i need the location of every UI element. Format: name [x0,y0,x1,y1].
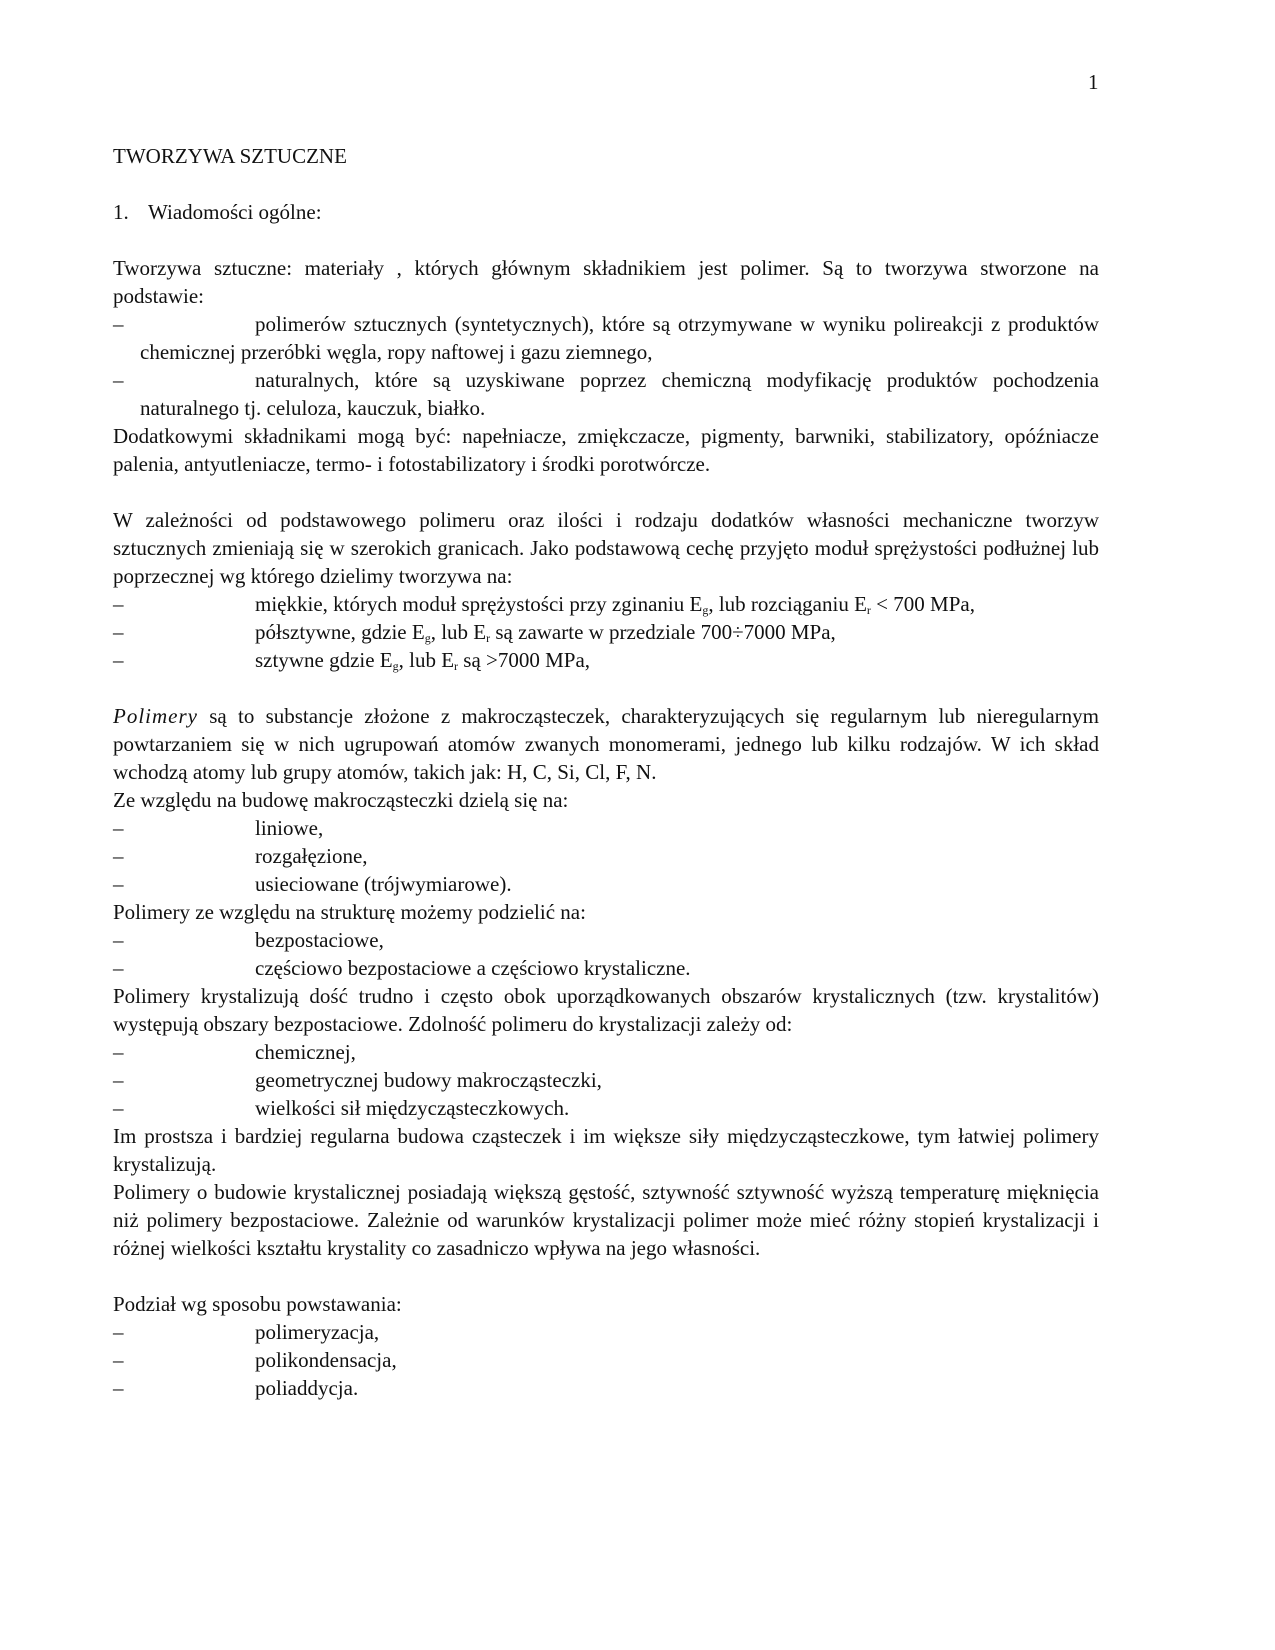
list-item [113,954,1099,982]
dash-bullet: – [113,648,124,672]
document-title: TWORZYWA SZTUCZNE [113,144,347,168]
section-number: 1. [113,200,129,224]
item-text: są >7000 MPa, [458,648,591,672]
list-item [113,814,1099,842]
item-text: miękkie, których moduł sprężystości przy zginaniu E [255,592,703,616]
additives-paragraph: Dodatkowymi składnikami mogą być: napełniacze, zmiękczacze, pigmenty, barwniki, stabilizatory, opóźniacze palenia, antyutleniacze, termo- i fotostabilizatory i środki porotwórcze. [113,424,1099,476]
list-item [113,310,1099,366]
item-text: wielkości sił międzycząsteczkowych. [255,1096,570,1120]
subscript: r [866,603,871,617]
list-item [113,618,1099,646]
dash-bullet: – [113,872,124,896]
modulus-paragraph: W zależności od podstawowego polimeru oraz ilości i rodzaju dodatków własności mechaniczne tworzyw sztucznych zmieniają się w szerokich granicach. Jako podstawową cechę przyjęto moduł sprężystości podłużnej lub poprzecznej wg którego dzielimy tworzywa na: [113,508,1099,588]
list-item [113,1066,1099,1094]
polymers-definition [113,702,1099,786]
item-text: liniowe, [255,816,324,840]
definition-text: są to substancje złożone z makrocząsteczek, charakteryzujących się regularnym lub nieregularnym powtarzaniem się w nich ugrupowań atomów zwanych monomerami, jednego lub kilku rodzajów. W ich skład wchodzą atomy lub grupy atomów, takich jak: H, C, Si, Cl, F, N. [113,704,1099,784]
list-item [113,870,1099,898]
formation-intro: Podział wg sposobu powstawania: [113,1292,402,1316]
item-text: , lub E [430,620,487,644]
dash-bullet: – [113,592,124,616]
list-item [113,926,1099,954]
dash-bullet: – [113,1096,124,1120]
item-text: rozgałęzione, [255,844,368,868]
subscript: r [454,659,459,673]
item-text: częściowo bezpostaciowe a częściowo krystaliczne. [255,956,691,980]
document-body [113,142,1099,1402]
list-item [113,1374,1099,1402]
item-text: chemicznej, [255,1040,356,1064]
item-text: < 700 MPa, [870,592,975,616]
list-item [113,1094,1099,1122]
dash-bullet: – [113,368,124,392]
item-text: poliaddycja. [255,1376,359,1400]
item-text: są zawarte w przedziale 700÷7000 MPa, [490,620,836,644]
dash-bullet: – [113,620,124,644]
list-item [113,646,1099,674]
item-text: , lub E [398,648,455,672]
item-text: sztywne gdzie E [255,648,393,672]
subscript: g [392,659,399,673]
list-item [113,1346,1099,1374]
structure-intro: Ze względu na budowę makrocząsteczki dzielą się na: [113,788,569,812]
list-item [113,842,1099,870]
section-heading [113,198,1099,226]
subscript: g [424,631,431,645]
item-text: polikondensacja, [255,1348,397,1372]
dash-bullet: – [113,1068,124,1092]
dash-bullet: – [113,312,124,336]
dash-bullet: – [113,1320,124,1344]
list-item [113,590,1099,618]
list-item [113,1318,1099,1346]
dash-bullet: – [113,1376,124,1400]
item-text: polimerów sztucznych (syntetycznych), które są otrzymywane w wyniku polireakcji z produktów chemicznej przeróbki węgla, ropy naftowej i gazu ziemnego, [140,312,1099,364]
list-item [113,366,1099,422]
item-text: geometrycznej budowy makrocząsteczki, [255,1068,602,1092]
dash-bullet: – [113,1040,124,1064]
crystallization-note: Im prostsza i bardziej regularna budowa cząsteczek i im większe siły międzycząsteczkowe, tym łatwiej polimery krystalizują. [113,1124,1099,1176]
dash-bullet: – [113,956,124,980]
item-text: półsztywne, gdzie E [255,620,425,644]
dash-bullet: – [113,1348,124,1372]
italic-term: Polimery [113,704,198,728]
dash-bullet: – [113,816,124,840]
subscript: g [702,603,709,617]
intro-paragraph: Tworzywa sztuczne: materiały , których głównym składnikiem jest polimer. Są to tworzywa stworzone na podstawie: [113,256,1099,308]
item-text: bezpostaciowe, [255,928,384,952]
item-text: usieciowane (trójwymiarowe). [255,872,512,896]
form-intro: Polimery ze względu na strukturę możemy podzielić na: [113,900,586,924]
dash-bullet: – [113,928,124,952]
crystallization-properties: Polimery o budowie krystalicznej posiadają większą gęstość, sztywność sztywność wyższą temperaturę mięknięcia niż polimery bezpostaciowe. Zależnie od warunków krystalizacji polimer może mieć różny stopień krystalizacji i różnej wielkości kształtu krystality co zasadniczo wpływa na jego własności. [113,1180,1099,1260]
subscript: r [486,631,491,645]
list-item [113,1038,1099,1066]
item-text: naturalnych, które są uzyskiwane poprzez chemiczną modyfikację produktów pochodzenia naturalnego tj. celuloza, kauczuk, białko. [140,368,1099,420]
item-text: , lub rozciąganiu E [708,592,867,616]
crystallization-paragraph: Polimery krystalizują dość trudno i często obok uporządkowanych obszarów krystalicznych (tzw. krystalitów) występują obszary bezpostaciowe. Zdolność polimeru do krystalizacji zależy od: [113,984,1099,1036]
section-label: Wiadomości ogólne: [148,200,322,224]
page-number: 1 [1088,70,1099,94]
dash-bullet: – [113,844,124,868]
item-text: polimeryzacja, [255,1320,380,1344]
